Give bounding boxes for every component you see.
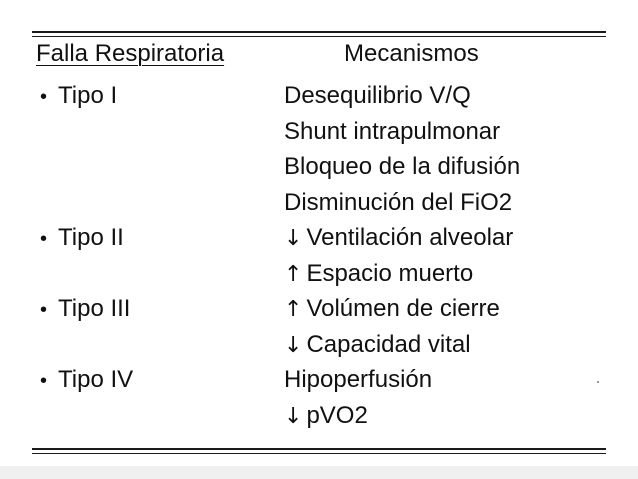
mechanism-label: Shunt intrapulmonar (284, 117, 501, 145)
mechanism-cell (284, 364, 432, 396)
mechanism-label: Desequilibrio V/Q (284, 82, 471, 109)
mechanism-cell (284, 222, 513, 255)
mechanism-label: Hipoperfusión (284, 366, 433, 393)
table-top-rule (32, 31, 606, 33)
table-row (0, 116, 638, 148)
table-bottom-rule-thin (32, 453, 606, 454)
mechanism-cell (284, 151, 520, 183)
header-falla-respiratoria: Falla Respiratoria (36, 40, 225, 67)
table-row (0, 329, 638, 361)
failure-type-label: Tipo II (58, 224, 124, 251)
mechanism-cell (284, 116, 500, 148)
failure-type-label: Tipo I (58, 82, 118, 109)
table-row (0, 222, 638, 254)
mechanism-cell (284, 258, 473, 291)
mechanism-cell (284, 293, 500, 326)
header-mecanismos: Mecanismos (344, 40, 479, 67)
table-row (0, 364, 638, 396)
mechanism-label: Volúmen de cierre (306, 295, 500, 322)
bullet-icon: • (40, 86, 48, 108)
failure-type-cell (40, 364, 133, 397)
mechanism-label: Capacidad vital (306, 330, 471, 358)
failure-type-cell (40, 222, 124, 255)
table-row (0, 151, 638, 183)
failure-type-cell (40, 80, 117, 113)
bottom-bar (0, 466, 638, 479)
arrow-up-icon: ↑ (284, 261, 303, 287)
bullet-icon: • (40, 370, 48, 392)
failure-type-cell (40, 293, 130, 326)
mechanism-label: Disminución del FiO2 (284, 188, 513, 216)
arrow-down-icon: ↓ (284, 226, 303, 251)
mechanism-label: pVO2 (306, 401, 368, 429)
table-row (0, 258, 638, 290)
table-row (0, 80, 638, 112)
mechanism-cell (284, 80, 471, 112)
mechanism-label: Espacio muerto (306, 259, 474, 287)
arrow-up-icon: ↑ (284, 297, 303, 322)
mechanism-cell (284, 187, 512, 219)
table-row (0, 187, 638, 219)
table-top-rule-thin (32, 36, 606, 37)
arrow-down-icon: ↓ (284, 403, 303, 429)
mechanism-label: Ventilación alveolar (306, 224, 514, 251)
bullet-icon: • (40, 299, 48, 321)
stray-dot (597, 381, 599, 383)
mechanism-cell (284, 329, 471, 362)
mechanism-label: Bloqueo de la difusión (284, 153, 521, 180)
failure-type-label: Tipo III (58, 295, 131, 322)
bullet-icon: • (40, 228, 48, 250)
arrow-down-icon: ↓ (284, 332, 303, 358)
table-header (0, 38, 638, 72)
table-row (0, 293, 638, 325)
failure-type-label: Tipo IV (58, 366, 134, 393)
mechanism-cell (284, 400, 368, 433)
table-row (0, 400, 638, 432)
table-bottom-rule (32, 448, 606, 450)
